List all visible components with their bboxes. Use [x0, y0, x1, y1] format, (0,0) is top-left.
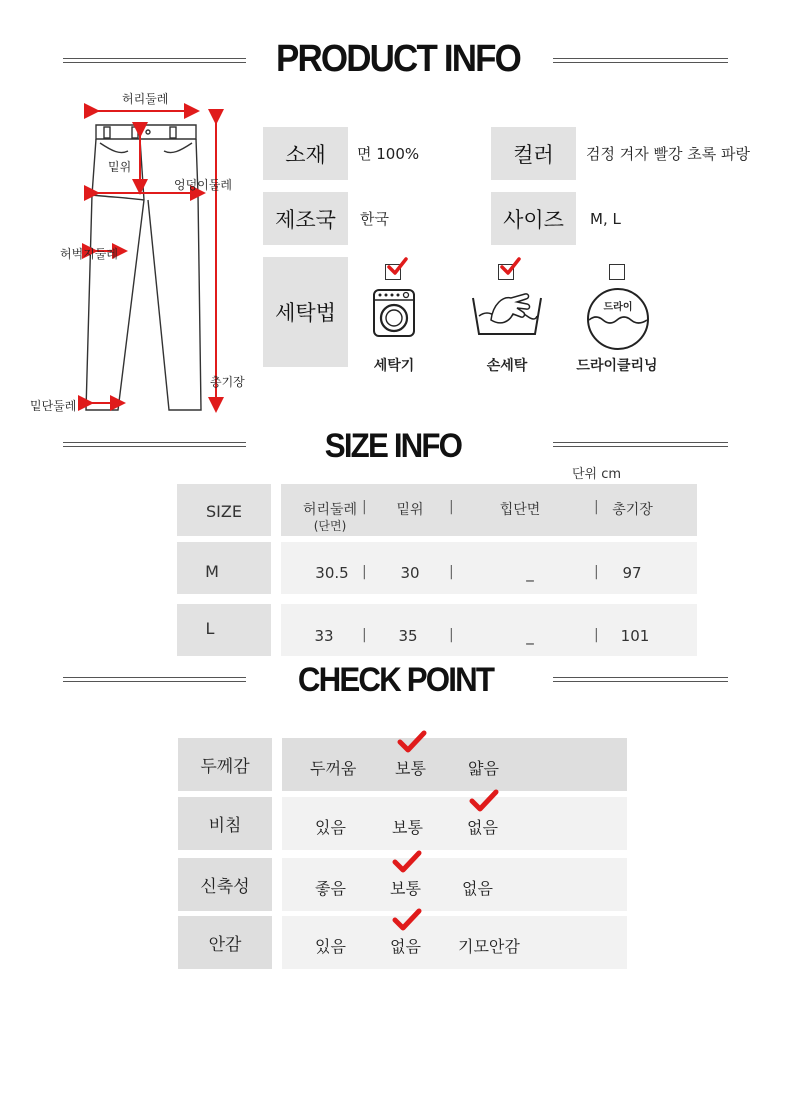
separator: | [594, 499, 599, 515]
hand-wash-icon [469, 290, 545, 340]
wash-option-label: 손세탁 [486, 358, 528, 374]
row-size: L [205, 619, 215, 638]
origin-value: 한국 [360, 210, 389, 228]
origin-label: 제조국 [263, 192, 348, 245]
check-icon [386, 256, 408, 278]
size-value: M, L [590, 209, 621, 228]
check-option: 보통 [392, 818, 423, 837]
check-icon [392, 850, 422, 874]
divider-left [63, 677, 246, 682]
row-length: 101 [620, 627, 650, 645]
divider-right [553, 677, 728, 682]
size-row-label-bg [177, 542, 271, 594]
size-row-label-bg [177, 604, 271, 656]
check-option: 없음 [467, 818, 498, 837]
dim-thigh-label: 허벅지둘레 [60, 247, 118, 261]
dry-clean-icon-text: 드라이 [603, 302, 633, 313]
header-size: SIZE [206, 502, 242, 521]
divider-right [553, 442, 728, 447]
size-header-gap [271, 484, 281, 536]
unit-label: 단위 cm [572, 467, 622, 482]
separator: | [594, 627, 599, 643]
wash-option-hand [457, 258, 557, 378]
row-hip: _ [526, 627, 534, 645]
divider-right [553, 58, 728, 63]
wash-option-machine [344, 258, 444, 378]
check-option: 기모안감 [458, 937, 520, 956]
washing-machine-icon [372, 288, 416, 338]
check-option: 있음 [315, 937, 346, 956]
header-length: 총기장 [612, 502, 653, 518]
check-option: 보통 [390, 879, 421, 898]
product-info-title: PRODUCT INFO [275, 38, 521, 80]
separator: | [362, 499, 367, 515]
check-icon [499, 256, 521, 278]
check-option: 좋음 [315, 879, 346, 898]
dry-clean-icon [587, 288, 649, 350]
separator: | [449, 627, 454, 643]
separator: | [594, 564, 599, 580]
check-option: 보통 [395, 759, 426, 778]
divider-left [63, 58, 246, 63]
row-rise: 30 [400, 564, 420, 582]
check-option: 있음 [315, 818, 346, 837]
separator: | [449, 499, 454, 515]
header-rise: 밑위 [396, 502, 424, 518]
color-value: 검정 겨자 빨강 초록 파랑 [586, 145, 750, 163]
color-label: 컬러 [491, 127, 576, 180]
check-option: 없음 [462, 879, 493, 898]
material-label: 소재 [263, 127, 348, 180]
wash-option-label: 드라이클리닝 [576, 358, 658, 374]
separator: | [362, 564, 367, 580]
separator: | [449, 564, 454, 580]
pants-diagram [20, 85, 260, 420]
check-point-title: CHECK POINT [297, 661, 494, 699]
header-waist: 허리둘레 [302, 502, 358, 518]
row-waist: 33 [314, 627, 334, 645]
check-row-label: 안감 [178, 916, 272, 969]
wash-option-label: 세탁기 [373, 358, 415, 374]
check-icon [397, 730, 427, 754]
dim-length-label: 총기장 [210, 375, 245, 389]
row-waist: 30.5 [315, 564, 349, 582]
row-rise: 35 [398, 627, 418, 645]
wash-option-dry [567, 258, 667, 378]
check-row-label: 신축성 [178, 858, 272, 911]
row-hip: _ [526, 564, 534, 582]
check-option: 두꺼움 [310, 759, 357, 778]
header-hip: 힙단면 [499, 502, 541, 518]
check-row-label: 두께감 [178, 738, 272, 791]
row-length: 97 [622, 564, 642, 582]
material-value: 면 100% [357, 145, 420, 163]
separator: | [362, 627, 367, 643]
dim-hip-label: 엉덩이둘레 [174, 178, 232, 192]
check-icon [392, 908, 422, 932]
header-waist-sub: (단면) [313, 519, 347, 533]
size-label: 사이즈 [491, 192, 576, 245]
dim-rise-label: 밑위 [108, 160, 132, 174]
check-option: 얇음 [468, 759, 499, 778]
dim-waist-label: 허리둘레 [122, 92, 169, 106]
check-row-label: 비침 [178, 797, 272, 850]
check-option: 없음 [390, 937, 421, 956]
size-info-title: SIZE INFO [324, 427, 462, 465]
checkbox [609, 264, 625, 280]
dim-hem-label: 밑단둘레 [30, 399, 77, 413]
divider-left [63, 442, 246, 447]
wash-label: 세탁법 [263, 257, 348, 367]
check-icon [469, 789, 499, 813]
row-size: M [205, 562, 219, 581]
